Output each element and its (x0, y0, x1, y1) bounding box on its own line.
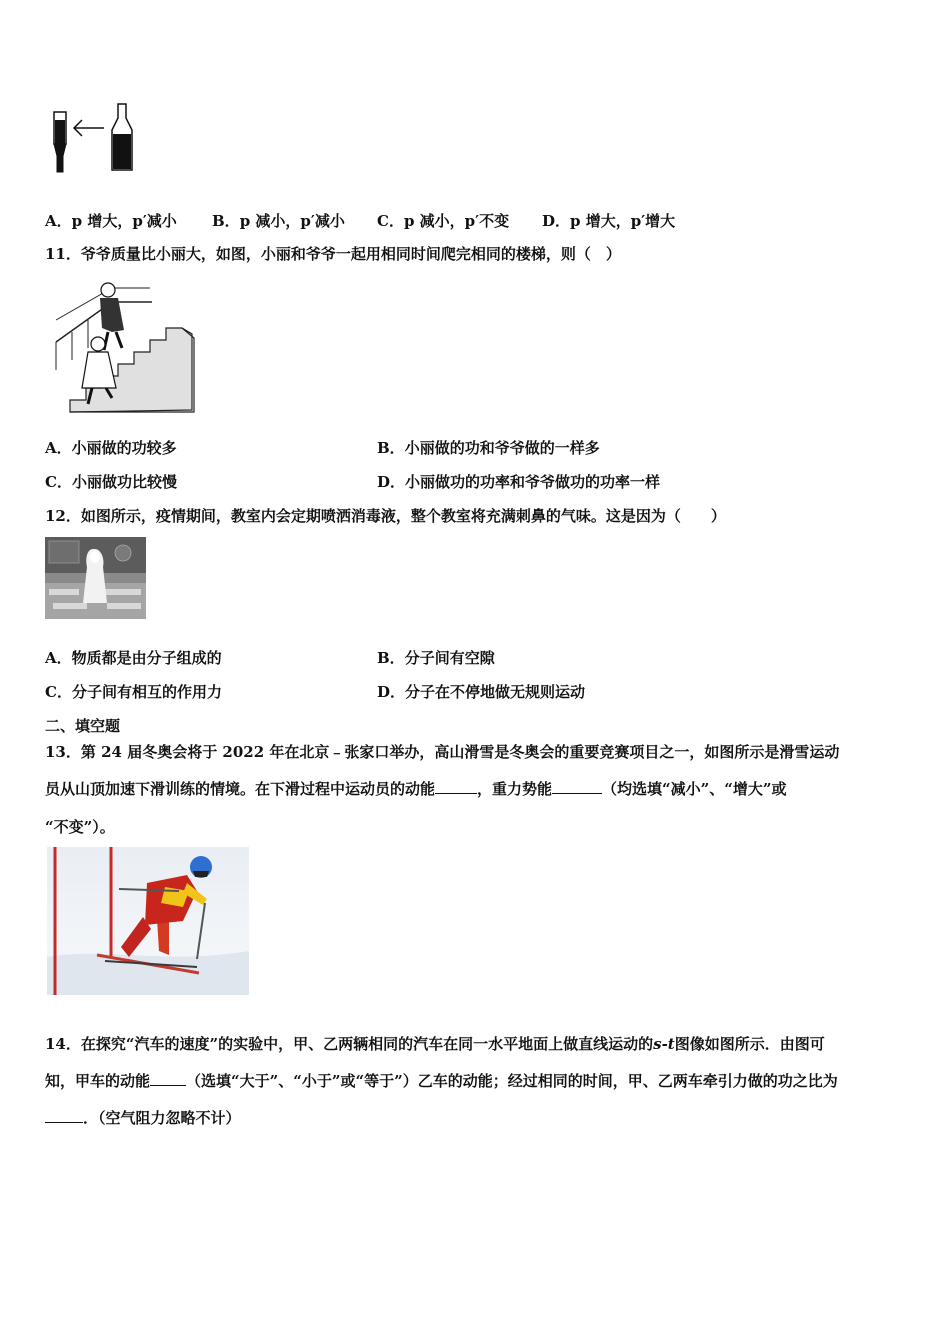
skier-photo (47, 847, 249, 995)
q13-blank-2[interactable] (552, 779, 602, 794)
q12-option-b: B．分子间有空隙 (377, 649, 495, 667)
q10-option-d: D．p 增大，p′增大 (542, 212, 676, 230)
q12-option-d: D．分子在不停地做无规则运动 (377, 683, 586, 701)
q14-line-1: 14．在探究“汽车的速度”的实验中，甲、乙两辆相同的汽车在同一水平地面上做直线运动的s-t图像如图所示．由图可 (45, 1035, 825, 1053)
q10-option-a: A．p 增大，p′减小 (45, 212, 177, 230)
q14-blank-2[interactable] (45, 1108, 83, 1123)
q13-line-3: “不变”）。 (45, 818, 115, 836)
stairs-figure (52, 280, 197, 416)
classroom-disinfection-photo (45, 537, 146, 619)
q11-option-c: C．小丽做功比较慢 (45, 473, 177, 491)
q13-blank-1[interactable] (435, 779, 477, 794)
q13-line-1: 13．第 24 届冬奥会将于 2022 年在北京﹣张家口举办，高山滑雪是冬奥会的重要竞赛项目之一，如图所示是滑雪运动 (45, 743, 840, 761)
q11-option-d: D．小丽做功的功率和爷爷做功的功率一样 (377, 473, 661, 491)
bottle-figure (48, 100, 138, 176)
q14-line-2: 知，甲车的动能 （选填“大于”、“小于”或“等于”）乙车的动能；经过相同的时间，甲、乙两车牵引力做的功之比为 (45, 1072, 838, 1090)
q12-option-c: C．分子间有相互的作用力 (45, 683, 222, 701)
q13-line-2: 员从山顶加速下滑训练的情境。在下滑过程中运动员的动能 ，重力势能 （均选填“减小”、“增大”或 (45, 780, 787, 798)
q10-option-b: B．p 减小，p′减小 (212, 212, 345, 230)
q12-stem: 12．如图所示，疫情期间，教室内会定期喷洒消毒液，整个教室将充满刺鼻的气味。这是因为（ ） (45, 507, 726, 525)
q12-option-a: A．物质都是由分子组成的 (45, 649, 222, 667)
section-title: 二、填空题 (45, 717, 121, 735)
q14-line-3: ．（空气阻力忽略不计） (45, 1108, 241, 1128)
q10-option-c: C．p 减小，p′不变 (377, 212, 510, 230)
q11-stem: 11．爷爷质量比小丽大，如图，小丽和爷爷一起用相同时间爬完相同的楼梯，则（ ） (45, 245, 621, 263)
q11-option-a: A．小丽做的功较多 (45, 439, 177, 457)
q14-blank-1[interactable] (150, 1071, 186, 1086)
q11-option-b: B．小丽做的功和爷爷做的一样多 (377, 439, 600, 457)
